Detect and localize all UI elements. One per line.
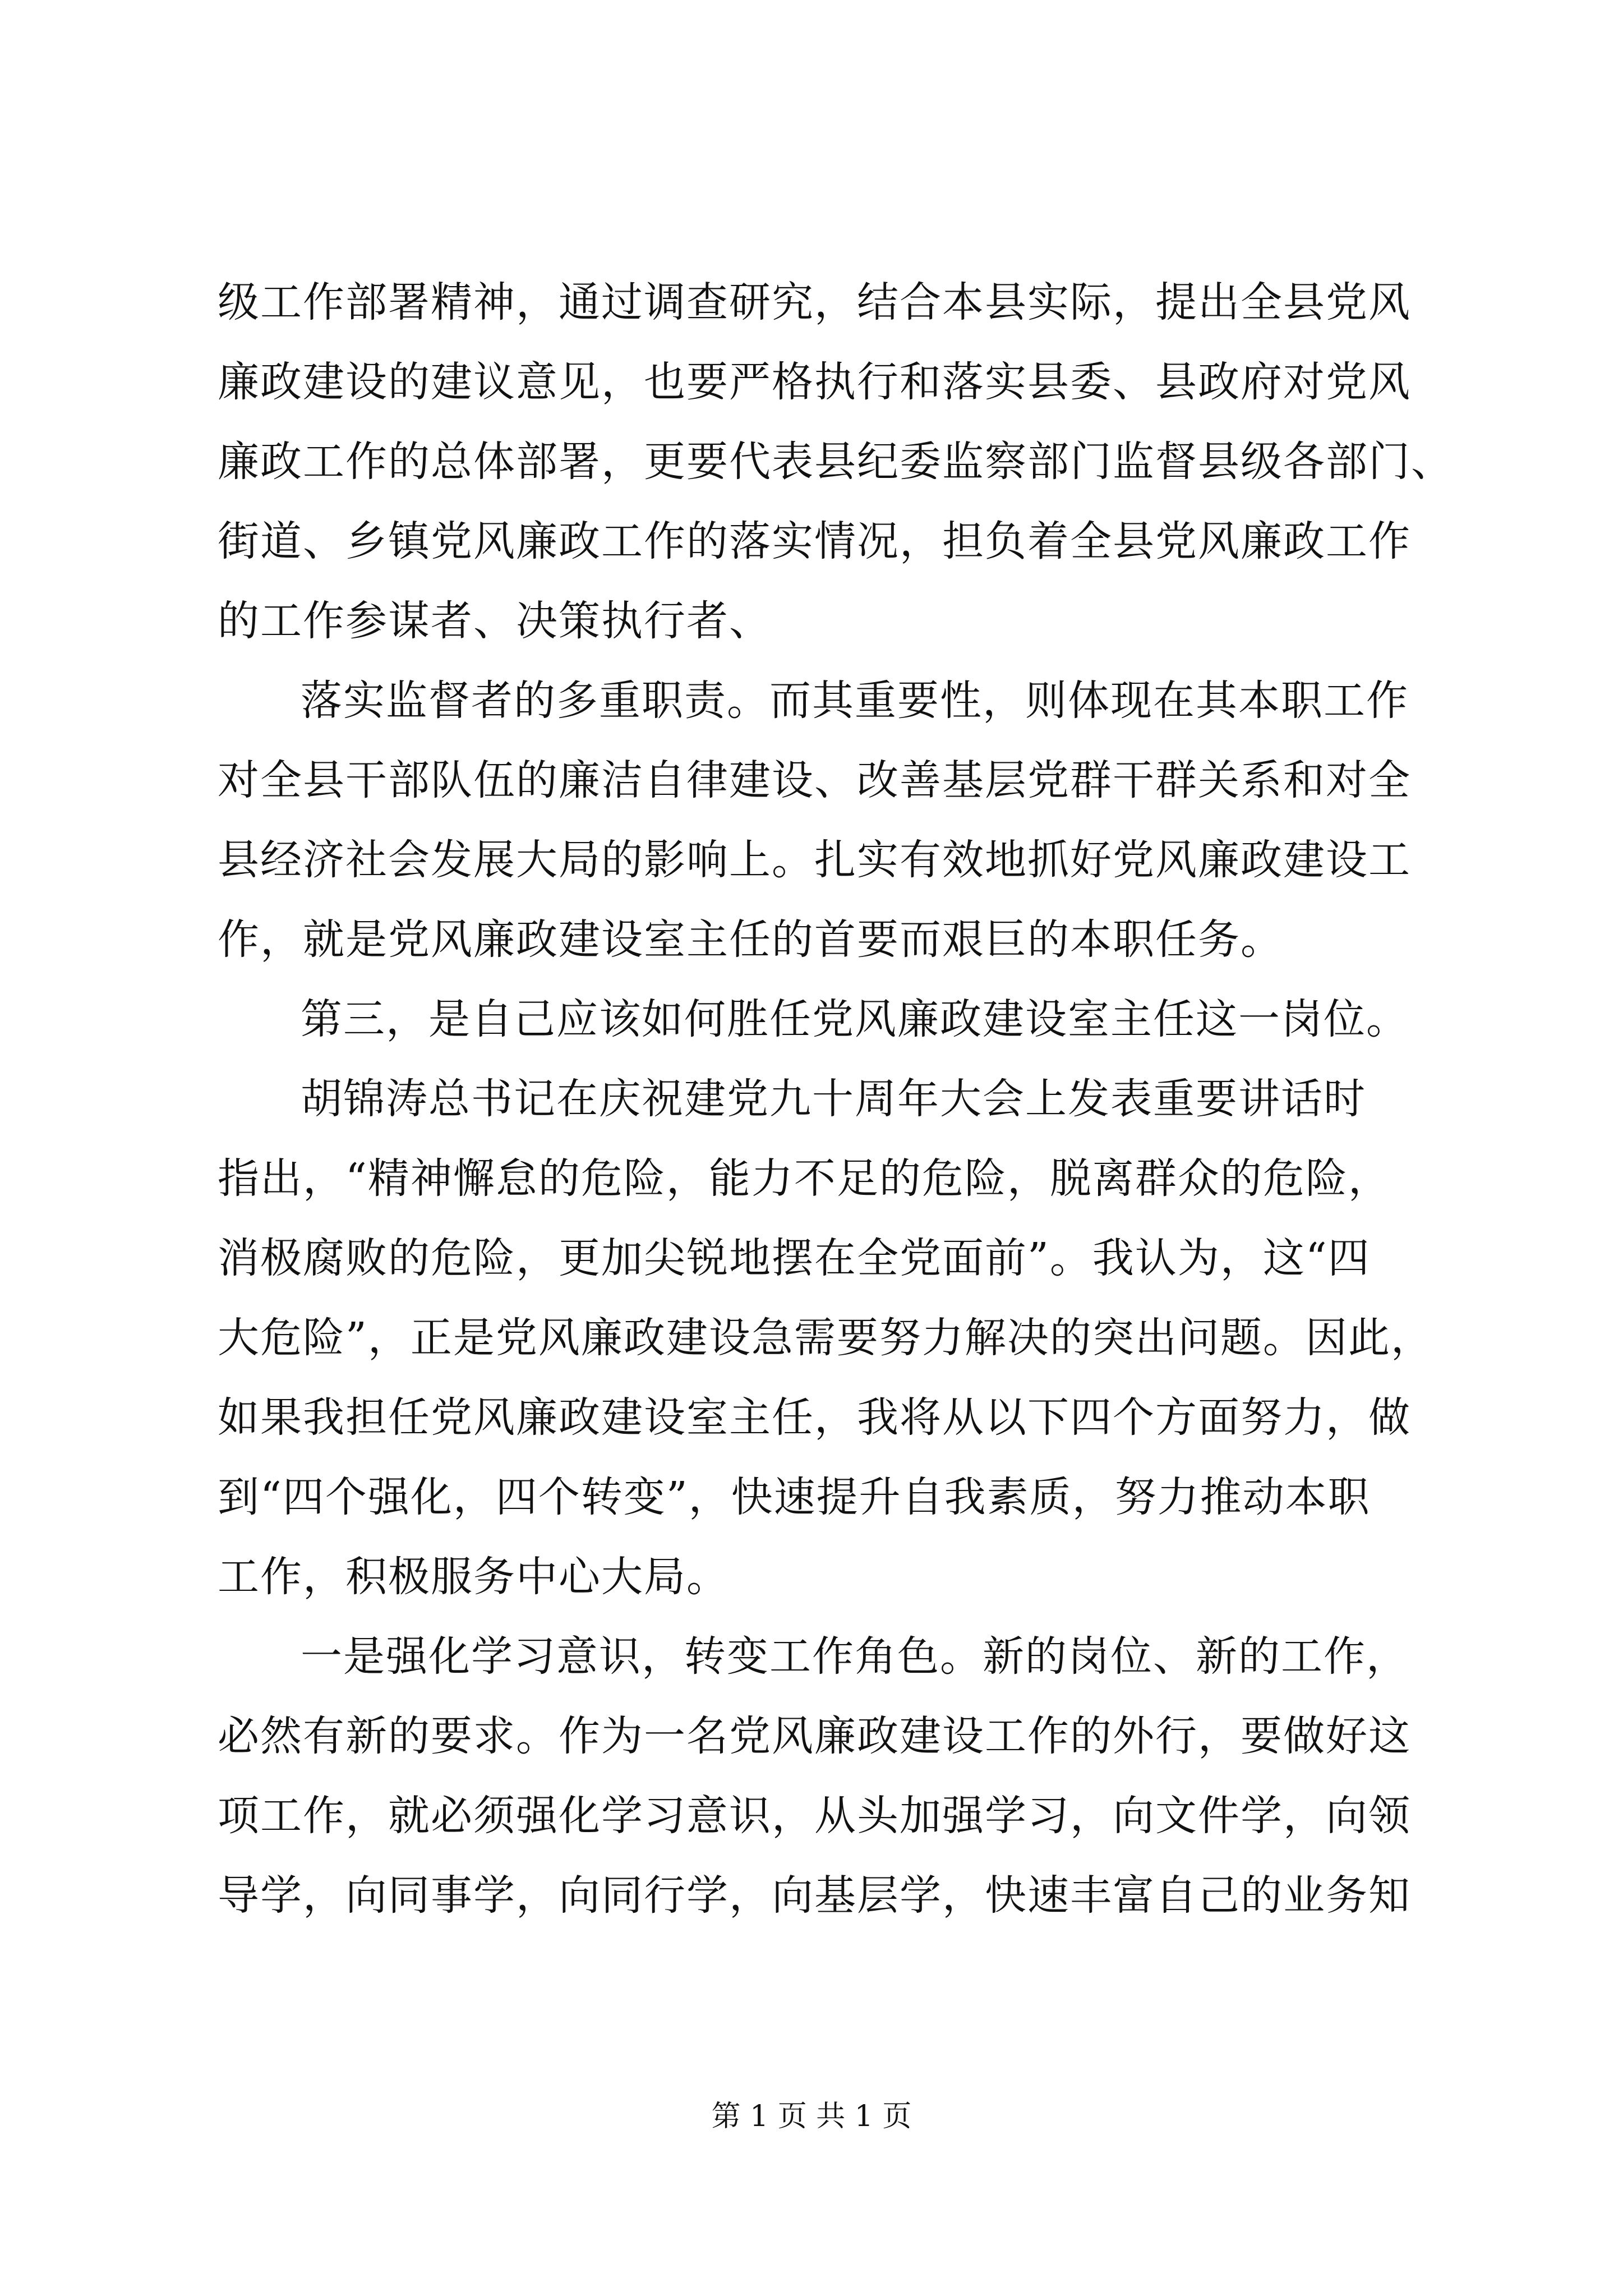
page-footer xyxy=(0,2097,1623,2136)
document-body xyxy=(218,263,1454,1935)
text-line: 一是强化学习意识，转变工作角色。新的岗位、新的工作， xyxy=(301,1632,1409,1681)
text-line: 项工作，就必须强化学习意识，从头加强学习，向文件学，向领 xyxy=(218,1792,1411,1840)
text-line: 作，就是党风廉政建设室主任的首要而艰巨的本职任务。 xyxy=(218,915,1283,964)
text-line: 工作，积极服务中心大局。 xyxy=(218,1553,729,1601)
text-line: 导学，向同事学，向同行学，向基层学，快速丰富自己的业务知 xyxy=(218,1871,1411,1920)
text-line: 级工作部署精神，通过调查研究，结合本县实际，提出全县党风 xyxy=(218,278,1411,326)
text-line: 的工作参谋者、决策执行者、 xyxy=(218,597,772,645)
text-line: 如果我担任党风廉政建设室主任，我将从以下四个方面努力，做 xyxy=(218,1393,1411,1442)
text-line: 指出，“精神懈怠的危险，能力不足的危险，脱离群众的危险， xyxy=(218,1154,1391,1203)
text-line: 到“四个强化，四个转变”，快速提升自我素质，努力推动本职 xyxy=(218,1473,1371,1521)
text-line: 街道、乡镇党风廉政工作的落实情况，担负着全县党风廉政工作 xyxy=(218,517,1411,565)
text-line: 廉政建设的建议意见，也要严格执行和落实县委、县政府对党风 xyxy=(218,358,1411,406)
text-line: 大危险”，正是党风廉政建设急需要努力解决的突出问题。因此， xyxy=(218,1314,1433,1362)
page-number-label: 第 1 页 共 1 页 xyxy=(711,2100,912,2133)
text-line: 县经济社会发展大局的影响上。扎实有效地抓好党风廉政建设工 xyxy=(218,836,1411,884)
text-line: 落实监督者的多重职责。而其重要性，则体现在其本职工作 xyxy=(301,677,1409,725)
text-line: 对全县干部队伍的廉洁自律建设、改善基层党群干群关系和对全 xyxy=(218,756,1411,804)
text-line: 第三，是自己应该如何胜任党风廉政建设室主任这一岗位。 xyxy=(301,995,1409,1043)
text-line: 消极腐败的危险，更加尖锐地摆在全党面前”。我认为，这“四 xyxy=(218,1234,1371,1282)
text-line: 廉政工作的总体部署，更要代表县纪委监察部门监督县级各部门、 xyxy=(218,438,1454,486)
text-line: 胡锦涛总书记在庆祝建党九十周年大会上发表重要讲话时 xyxy=(301,1075,1366,1123)
text-line: 必然有新的要求。作为一名党风廉政建设工作的外行，要做好这 xyxy=(218,1712,1411,1760)
